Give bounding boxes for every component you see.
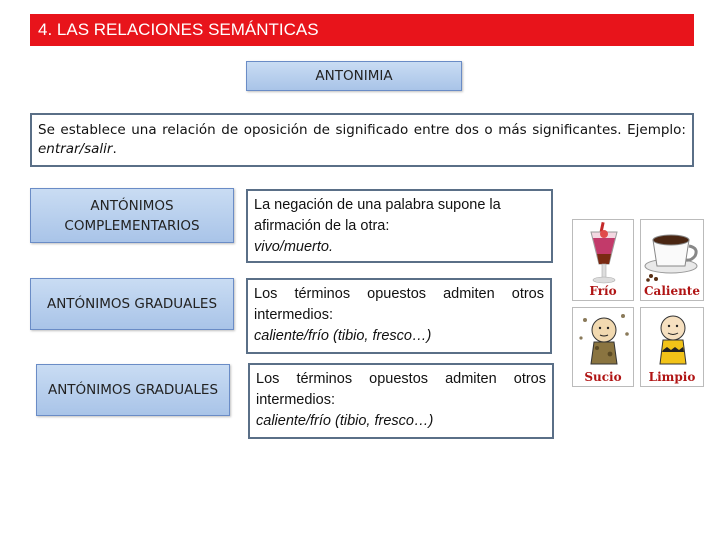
definition-example: entrar/salir: [38, 141, 113, 157]
definition-box: [30, 113, 694, 167]
image-label: Frío: [589, 284, 617, 298]
definition-end: .: [112, 141, 117, 157]
image-label: Caliente: [644, 284, 700, 298]
hot-coffee-icon: [641, 220, 704, 286]
category-graduales-2: ANTÓNIMOS GRADUALES: [36, 364, 230, 416]
image-label: Limpio: [648, 370, 696, 384]
image-limpio: [640, 307, 704, 387]
dirty-character-icon: [573, 308, 634, 372]
description-example: vivo/muerto.: [254, 239, 333, 255]
description-text: Los términos opuestos admiten otros intermedios:: [254, 286, 544, 323]
section-heading: ANTONIMIA: [246, 61, 462, 91]
category-graduales: ANTÓNIMOS GRADUALES: [30, 278, 234, 330]
image-frio: [572, 219, 634, 301]
description-text: Los términos opuestos admiten otros intermedios:: [256, 371, 546, 408]
category-complementarios: ANTÓNIMOS COMPLEMENTARIOS: [30, 188, 234, 243]
clean-character-icon: [641, 308, 704, 372]
definition-text: Se establece una relación de oposición de significado entre dos o más significantes. Ejemplo:: [38, 122, 686, 138]
description-text: La negación de una palabra supone la afirmación de la otra:: [254, 197, 501, 234]
description-graduales: [246, 278, 552, 354]
description-complementarios: [246, 189, 553, 263]
iced-drink-icon: [573, 220, 634, 286]
image-caliente: [640, 219, 704, 301]
image-label: Sucio: [584, 370, 622, 384]
page-title: 4. LAS RELACIONES SEMÁNTICAS: [30, 14, 694, 46]
description-graduales-2: [248, 363, 554, 439]
image-sucio: [572, 307, 634, 387]
description-example: caliente/frío (tibio, fresco…): [256, 413, 434, 429]
description-example: caliente/frío (tibio, fresco…): [254, 328, 432, 344]
